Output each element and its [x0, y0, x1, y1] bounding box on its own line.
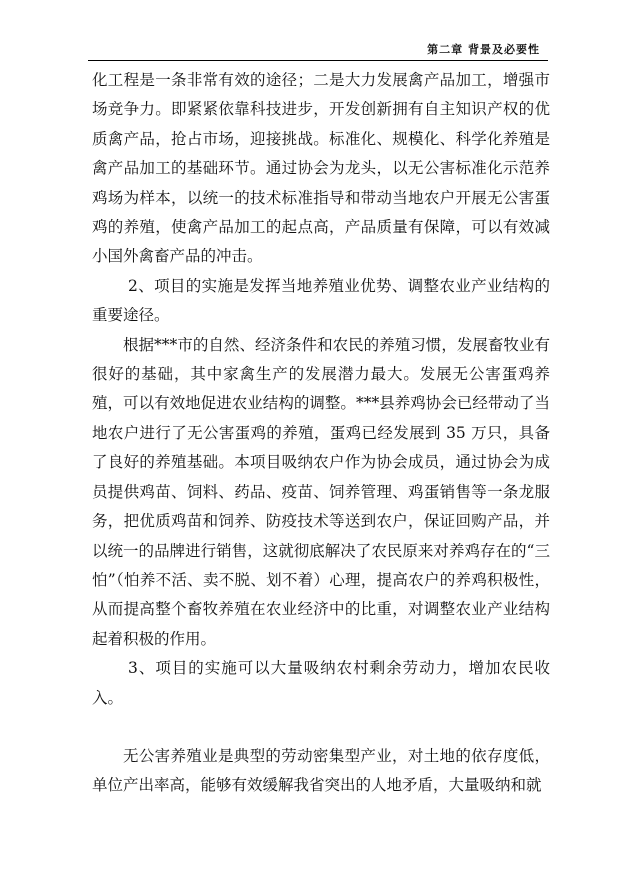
numbered-point-3: 3、项目的实施可以大量吸纳农村剩余劳动力，增加农民收入。 [92, 659, 550, 707]
chapter-title: 第二章 背景及必要性 [427, 43, 540, 56]
paragraph-gap [92, 713, 550, 742]
paragraph-continuation: 化工程是一条非常有效的途径；二是大力发展禽产品加工，增强市场竞争力。即紧紧依靠科技进步，开发创新拥有自主知识产权的优质禽产品，抢占市场，迎接挑战。标准化、规模化、科学化养殖是禽产品加工的基础环节。通过协会为龙头，以无公害标准化示范养鸡场为样本，以统一的技术标准指导和带动当地农户开展无公害蛋鸡的养殖，使禽产品加工的起点高，产品质量有保障，可以有效减小国外禽畜产品的冲击。 [92, 71, 550, 266]
body-text [92, 66, 550, 801]
paragraph-regional-basis: 根据***市的自然、经济条件和农民的养殖习惯，发展畜牧业有很好的基础，其中家禽生产的发展潜力最大。发展无公害蛋鸡养殖，可以有效地促进农业结构的调整。***县养鸡协会已经带动了当地农户进行了无公害蛋鸡的养殖，蛋鸡已经发展到 35 万只，具备了良好的养殖基础。本项目吸纳农户作为协会成员，通过协会为成员提供鸡苗、饲料、药品、疫苗、饲养管理、鸡蛋销售等一条龙服务，把优质鸡苗和饲养、防疫技术等送到农户，保证回购产品，并以统一的品牌进行销售，这就彻底解决了农民原来对养鸡存在的“三怕”（怕养不活、卖不脱、划不着）心理，提高农户的养鸡积极性，从而提高整个畜牧养殖在农业经济中的比重，对调整农业产业结构起着积极的作用。 [92, 335, 550, 648]
running-header [88, 38, 548, 61]
paragraph-labor-intensive: 无公害养殖业是典型的劳动密集型产业，对土地的依存度低，单位产出率高，能够有效缓解我省突出的人地矛盾，大量吸纳和就 [92, 746, 550, 795]
numbered-point-2: 2、项目的实施是发挥当地养殖业优势、调整农业产业结构的重要途径。 [92, 276, 550, 325]
